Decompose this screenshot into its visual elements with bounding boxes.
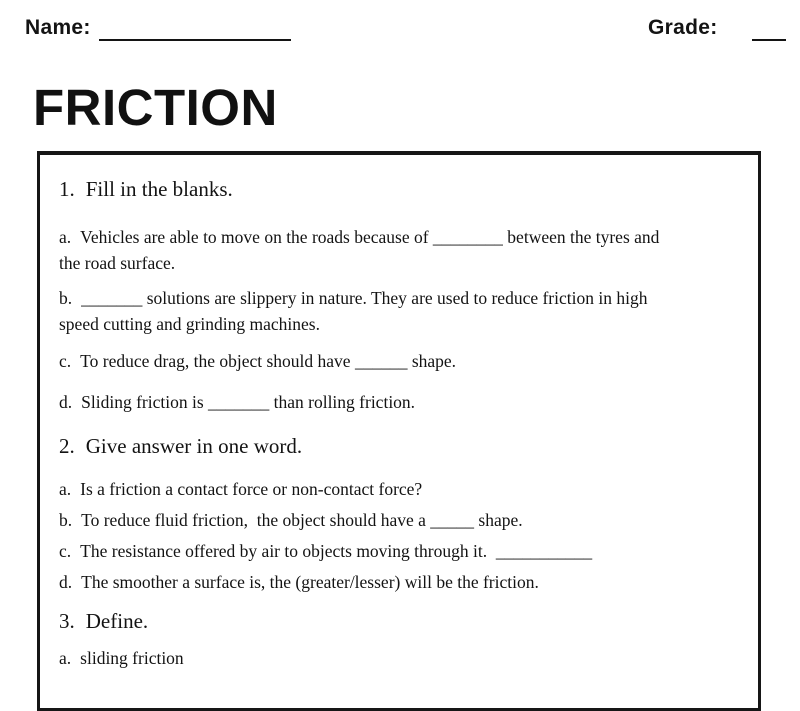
worksheet-box [37,151,761,711]
item-letter: d. [59,392,73,412]
item-letter: b. [59,510,73,530]
item-2c [59,538,746,564]
item-3a [59,645,746,671]
item-text: The resistance offered by air to objects moving through it. ___________ [80,541,593,561]
item-text: Vehicles are able to move on the roads because of ________ between the tyres and [80,227,660,247]
item-letter: b. [59,288,73,308]
item-1d [59,389,746,415]
item-text: _______ solutions are slippery in nature. They are used to reduce friction in high [81,288,648,308]
item-text: speed cutting and grinding machines. [59,314,320,334]
item-text: Sliding friction is _______ than rolling friction. [81,392,416,412]
grade-label: Grade: [648,16,718,39]
item-text: To reduce drag, the object should have ______ shape. [80,351,457,371]
section-2-heading [59,433,746,459]
name-blank-line [99,39,291,41]
item-letter: a. [59,227,72,247]
grade-blank-line [752,39,786,41]
item-text: The smoother a surface is, the (greater/lesser) will be the friction. [81,572,539,592]
section-number: 2. [59,434,75,458]
section-heading-text: Give answer in one word. [85,434,303,458]
item-text: Is a friction a contact force or non-contact force? [80,479,423,499]
section-number: 1. [59,177,75,201]
item-letter: c. [59,351,72,371]
section-3-heading [59,608,746,634]
section-heading-text: Fill in the blanks. [85,177,233,201]
item-letter: c. [59,541,72,561]
item-text: sliding friction [80,648,184,668]
item-letter: a. [59,479,72,499]
section-heading-text: Define. [85,609,149,633]
section-1-heading [59,176,746,202]
item-letter: d. [59,572,73,592]
section-number: 3. [59,609,75,633]
item-2b [59,507,746,533]
item-text: the road surface. [59,253,176,273]
item-2a [59,476,746,502]
page-title: FRICTION [33,79,278,136]
item-letter: a. [59,648,72,668]
item-text: To reduce fluid friction, the object should have a _____ shape. [81,510,523,530]
item-2d [59,569,746,595]
item-1c [59,348,746,374]
name-label: Name: [25,16,91,39]
item-1b [59,285,746,337]
item-1a [59,224,746,276]
